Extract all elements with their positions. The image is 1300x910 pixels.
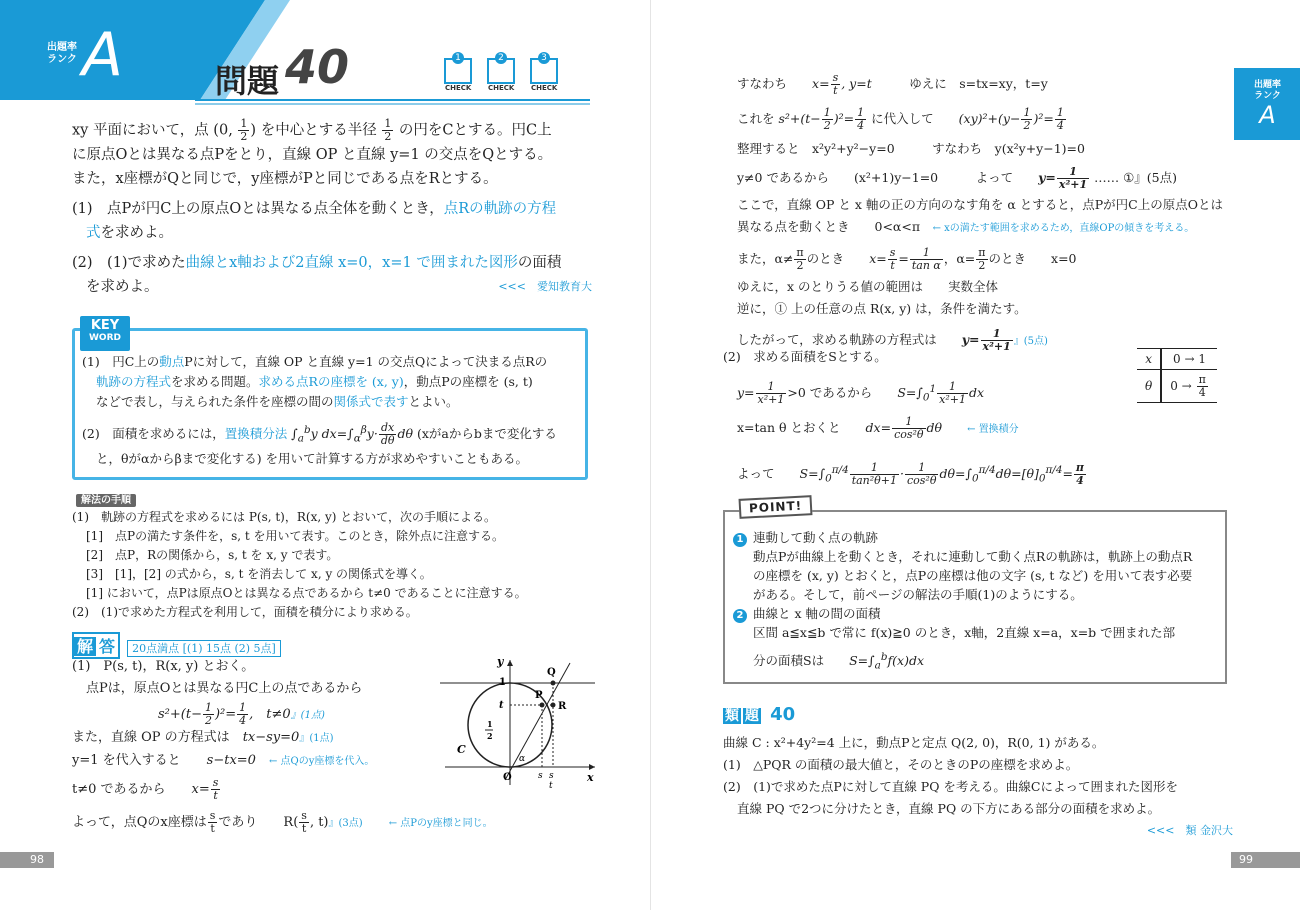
page-number: 99 <box>1231 852 1300 868</box>
sol-text: すなわち <box>737 76 788 91</box>
sol-text: ゆえに，x のとりうる値の範囲は 実数全体 <box>737 279 999 294</box>
problem-text: また，x座標がQと同じで，y座標がPと同じである点をRとする。 <box>72 171 498 187</box>
point-body: 動点Pが曲線上を動くとき，それに連動して動く点Rの軌跡は，軌跡上の動点R <box>753 549 1193 564</box>
answer-header <box>72 632 281 659</box>
right-page <box>650 0 1300 910</box>
point-body: 分の面積Sは <box>753 653 825 669</box>
rank-letter: A <box>82 20 124 90</box>
sol-text: したがって，求める軌跡の方程式は <box>737 332 937 347</box>
kw-text: と，θがαからβまで変化する) を用いて計算する方が求めやすいこともある。 <box>96 450 529 466</box>
fig-label: α <box>519 754 526 764</box>
kw-text: (2) 面積を求めるには， <box>82 426 225 442</box>
similar-badge: 題 <box>745 708 759 724</box>
question-2: の面積 <box>517 255 562 271</box>
similar-line: (1) △PQR の面積の最大値と，そのときのPの座標を求めよ。 <box>723 757 1079 772</box>
check-label: CHECK <box>531 84 558 92</box>
side-note: ← 点Qのy座標を代入。 <box>268 756 375 767</box>
kw-highlight: 軌跡の方程式 <box>96 374 172 389</box>
fig-label: t <box>549 781 553 790</box>
table-cell: θ <box>1137 370 1161 403</box>
side-note: ← 置換積分 <box>967 424 1019 435</box>
similar-problem-text <box>723 732 1243 842</box>
keyword-title: KEY <box>90 318 120 333</box>
sol-text: のとき x=0 <box>988 251 1077 266</box>
sol-text: ここで，直線 OP と x 軸の正の方向のなす角を α とすると，点Pが円C上の原点Oとは <box>737 197 1223 212</box>
answer-math: t≠0 <box>266 707 291 722</box>
check-box-1[interactable] <box>444 53 472 84</box>
sol-text: >0 であるから <box>787 385 873 401</box>
sol-text: また，α≠ <box>737 251 794 266</box>
keyword-title: WORD <box>89 333 121 343</box>
answer-line: (1) P(s, t)，R(x, y) とおく。 <box>72 659 255 674</box>
fig-label: t <box>499 700 504 711</box>
sol-text: ，α= <box>943 251 976 266</box>
problem-text: を中心とする半径 <box>260 122 377 139</box>
side-note: ← 点Pのy座標と同じ。 <box>388 818 493 829</box>
similar-line: (2) (1)で求めた点Pに対して直線 PQ を考える。曲線Cによって囲まれた図形を <box>723 779 1178 794</box>
sol-text: 異なる点を動くとき 0<α<π <box>737 219 921 234</box>
answer-score: 20点満点 [(1) 15点 (2) 5点] <box>127 640 281 657</box>
sol-text: …… ①』(5点) <box>1094 170 1178 185</box>
problem-number: 40 <box>285 40 350 94</box>
table-cell: x <box>1137 349 1161 370</box>
check-number: 1 <box>452 52 464 64</box>
point-body: がある。そして，前ページの解法の手順(1)のようにする。 <box>753 587 1083 602</box>
score-note: 』(5点) <box>1013 336 1048 347</box>
fig-label: R <box>558 701 567 712</box>
answer-math: tx−sy=0 <box>242 730 300 745</box>
similar-line: 直線 PQ で2つに分けたとき，直線 PQ の下方にある部分の面積を求めよ。 <box>737 801 1161 816</box>
similar-number: 40 <box>770 704 796 725</box>
kw-highlight: 置換積分法 <box>224 426 288 442</box>
sol-text: これを <box>737 111 775 126</box>
fig-label: 1 <box>499 677 506 688</box>
check-box-3[interactable] <box>530 53 558 84</box>
question-2: を求めよ。 <box>86 279 159 295</box>
answer-badge-text: 答 <box>99 637 116 656</box>
problem-text: に原点Oとは異なる点Pをとり，直線 OP と直線 y=1 の交点をQとする。 <box>72 147 553 163</box>
answer-line: であり <box>218 815 258 830</box>
question-1: を求めよ。 <box>100 225 173 241</box>
method-step: [3] [1]，[2] の式から，s, t を消去して x, y の関係式を導く。 <box>86 567 432 581</box>
answer-line: y=1 を代入すると <box>72 753 181 768</box>
check-label: CHECK <box>488 84 515 92</box>
similar-line: 曲線 C : x²+4y²=4 上に，動点Pと定点 Q(2, 0)，R(0, 1) がある。 <box>723 735 1105 750</box>
question-1-highlight: 式 <box>86 225 101 241</box>
page-number: 98 <box>0 852 54 868</box>
kw-text: とよい。 <box>408 394 459 409</box>
kw-text: などで表し，与えられた条件を座標の間の <box>96 394 334 409</box>
fig-label: Q <box>547 667 556 678</box>
fig-label: s <box>538 771 543 781</box>
sol-text: (2) 求める面積をSとする。 <box>723 349 887 364</box>
check-number: 2 <box>495 52 507 64</box>
score-note: 』(3点) <box>328 818 363 829</box>
check-box-2[interactable] <box>487 53 515 84</box>
kw-text: (xがaからbまで変化する <box>417 426 557 442</box>
solution-part2: (2) 求める面積をSとする。 y= $\frac{1}{\text{x²+1}}$ >0 であるから $S=\int_0^1$ $\frac{1}{\text{x²+1}}$ dx x=tan θ とおくと dx= $\frac{1}{\text{cos²θ}}$ dθ ← 置換積分 よって $S=\int_0^{\pi/4}$ $\frac{1}{\text{tan²θ+1}}$ · $\frac{1}{\text{cos²θ}}$ $d\theta=\int_0^{\pi/4}d\theta=[\theta]_0^{\pi/4}=$ $\frac{\pi}{4}$ <box>723 346 1143 490</box>
sol-text: ゆえに s=tx=xy，t=y <box>909 76 1048 91</box>
kw-highlight: 動点 <box>159 354 185 369</box>
point-number: 1 <box>733 533 747 547</box>
kw-text: ，動点Pの座標を (s, t) <box>403 374 533 389</box>
fig-label: C <box>457 743 466 756</box>
fig-half: 1 <box>487 719 493 729</box>
rank-label: 出題率 ランク <box>47 42 77 65</box>
kw-text: (1) 円C上の <box>82 354 160 369</box>
kw-text: Pに対して，直線 OP と直線 y=1 の交点Qによって決まる点Rの <box>184 354 548 369</box>
kw-text: を求める問題。 <box>171 374 259 389</box>
rank-letter: A <box>1259 101 1276 129</box>
method-step: [2] 点P，Rの関係から，s, t を x, y で表す。 <box>86 548 339 562</box>
method-title <box>76 488 136 507</box>
kw-highlight: 求める点Rの座標を (x, y) <box>258 374 404 389</box>
answer-line: 点Pは，原点Oとは異なる円C上の点であるから <box>86 681 363 696</box>
fig-label: P <box>535 690 543 701</box>
fig-label: x <box>587 771 594 784</box>
sol-text: のとき <box>806 251 845 266</box>
score-note: 』(1点) <box>299 733 334 744</box>
answer-line: また，直線 OP の方程式は <box>72 730 230 745</box>
answer-math: s−tx=0 <box>206 753 256 768</box>
answer-badge-text: 解 <box>74 637 96 656</box>
method-step: (2) (1)で求めた方程式を利用して，面積を積分により求める。 <box>72 605 418 619</box>
point-body: の座標を (x, y) とおくと，点Pの座標は他の文字 (s, t など) を用いて表す必要 <box>753 568 1193 583</box>
rank-tag <box>1234 68 1300 140</box>
fig-label: O <box>503 772 512 783</box>
similar-problem-header <box>723 704 795 725</box>
question-2-highlight: 曲線とx軸および2直線 x=0，x=1 で囲まれた図形 <box>185 255 518 271</box>
problem-statement: xy 平面において，点 (0, $\frac{1}{2}$ ) を中心とする半径 $\frac{1}{2}$ の円をCとする。円C上 に原点Oとは異なる点Pをとり，直線 OP と直線 y=1 の交点をQとする。 また，x座標がQと同じで，y座標がPと同じである点をRとする。 (1) 点Pが円C上の原点Oとは異なる点全体を動くとき，点Rの軌跡の方程 式を求めよ。 (2) (1)で求めた曲線とx軸および2直線 x=0，x=1 で囲まれた図形の面積 を求めよ。 <<< 愛知教育大 <box>72 118 612 299</box>
check-number: 3 <box>538 52 550 64</box>
fig-half: 2 <box>487 731 493 741</box>
fig-label: y <box>497 655 504 668</box>
sol-text: に代入して <box>871 111 934 126</box>
table-cell: 0 → 1 <box>1161 349 1217 370</box>
circle-figure <box>435 655 600 790</box>
rank-label: 出題率 ランク <box>1253 80 1281 101</box>
similar-source: <<< 類 金沢大 <box>1146 824 1233 837</box>
answer-text: (1) P(s, t)，R(x, y) とおく。 点Pは，原点Oとは異なる円C上の点であるから s²+(t− $\frac{1}{2}$ )²= $\frac{1}{4}$ , t≠0』(1点) また，直線 OP の方程式は tx−sy=0』(1点) y=1 を代入すると s−tx=0 ← 点Qのy座標を代入。 t≠0 であるから x= $\frac{s}{t}$ よって，点Qのx座標は $\frac{s}{t}$ であり R( $\frac{s}{t}$ , t)』(3点) ← 点Pのy座標と同じ。 <box>72 656 452 835</box>
point-body: 区間 a≦x≦b で常に f(x)≧0 のとき，x軸，2直線 x=a，x=b で囲まれた部 <box>753 625 1176 640</box>
table-cell: 0 → <box>1170 378 1192 393</box>
answer-line: よって，点Qのx座標は <box>72 815 207 830</box>
sol-text: よって <box>737 466 775 482</box>
answer-badge <box>72 632 120 659</box>
question-1-highlight: 点Rの軌跡の方程 <box>443 201 557 217</box>
question-1: (1) 点Pが円C上の原点Oとは異なる点全体を動くとき， <box>72 201 444 217</box>
sol-text: 整理すると x²y²+y²−y=0 すなわち y(x²y+y−1)=0 <box>737 141 1085 156</box>
problem-text: の円をCとする。円C上 <box>398 122 552 139</box>
sol-text: 逆に，① 上の任意の点 R(x, y) は，条件を満たす。 <box>737 301 1027 316</box>
point-badge: POINT! <box>739 495 813 519</box>
substitution-table: x 0 → 1 θ 0 → $\frac{\pi}{4}$ <box>1137 348 1217 403</box>
method-step: [1] 点Pの満たす条件を，s, t を用いて表す。このとき，除外点に注意する。 <box>86 529 505 543</box>
fig-label: s <box>549 771 554 781</box>
score-note: 』(1点) <box>290 710 325 721</box>
check-label: CHECK <box>445 84 472 92</box>
keyword-badge <box>80 316 130 351</box>
point-text: 1 連動して動く点の軌跡 動点Pが曲線上を動くとき，それに連動して動く点Rの軌跡は，軌跡上の動点R の座標を (x, y) とおくと，点Pの座標は他の文字 (s, t など) を用いて表す必要 がある。そして，前ページの解法の手順(1)のようにする。 2 曲線と x 軸の間の面積 区間 a≦x≦b で常に f(x)≧0 のとき，x軸，2直線 x=a，x=b で囲まれた部 分の面積Sは $S=\int_a^bf(x)dx$ <box>733 528 1223 676</box>
method-step: (1) 軌跡の方程式を求めるには P(s, t)，R(x, y) とおいて，次の手順による。 <box>72 510 497 524</box>
method-steps <box>72 508 612 622</box>
point-number: 2 <box>733 609 747 623</box>
method-step: [1] において，点Pは原点Oとは異なる点であるから t≠0 であることに注意する。 <box>86 586 527 600</box>
keyword-text: (1) 円C上の動点Pに対して，直線 OP と直線 y=1 の交点Qによって決まる点Rの 軌跡の方程式を求める問題。求める点Rの座標を (x, y)，動点Pの座標を (s, t) などで表し，与えられた条件を座標の間の関係式で表すとよい。 (2) 面積を求めるには，置換積分法 $\int_a^by$ $dx=\int_\alpha^\beta y\cdot$ $\frac{dx}{d\theta}$ dθ (xがaからbまで変化する と，θがαからβまで変化する) を用いて計算する方が求めやすいこともある。 <box>82 352 582 469</box>
point-heading: 曲線と x 軸の間の面積 <box>753 606 881 621</box>
solution-continued: すなわち x= $\frac{s}{t}$ , y=t ゆえに s=tx=xy，t=y これを s²+(t− $\frac{1}{2}$ )²= $\frac{1}{4}$ に代入して (xy)²+(y− $\frac{1}{2}$ )²= $\frac{1}{4}$ 整理すると x²y²+y²−y=0 すなわち y(x²y+y−1)=0 y≠0 であるから (x²+1)y−1=0 よって y= $\frac{1}{\text{x²+1}}$ …… ①』(5点) ここで，直線 OP と x 軸の正の方向のなす角を α とすると，点Pが円C上の原点Oとは 異なる点を動くとき 0<α<π ← xの満たす範囲を求めるため，直線OPの傾きを考える。 また，α≠ $\frac{\pi}{2}$ のとき x= $\frac{s}{t}$ = $\frac{1}{\text{tan α}}$ ，α= $\frac{\pi}{2}$ のとき x=0 ゆえに，x のとりうる値の範囲は 実数全体 逆に，① 上の任意の点 R(x, y) は，条件を満たす。 したがって，求める軌跡の方程式は y= $\frac{1}{\text{x²+1}}$ 』(5点) <box>737 72 1237 356</box>
side-note: ← xの満たす範囲を求めるため，直線OPの傾きを考える。 <box>932 223 1195 234</box>
sol-text: x=tan θ とおくと <box>737 420 841 435</box>
problem-text: xy 平面において，点 <box>72 122 209 139</box>
kw-highlight: 関係式で表す <box>333 394 409 409</box>
problem-source: <<< 愛知教育大 <box>498 280 592 293</box>
sol-text: y≠0 であるから (x²+1)y−1=0 よって <box>737 170 1014 185</box>
problem-word: 問題 <box>215 62 280 100</box>
method-badge: 解法の手順 <box>76 494 136 507</box>
question-2: (2) (1)で求めた <box>72 255 186 271</box>
point-heading: 連動して動く点の軌跡 <box>753 530 879 545</box>
answer-line: t≠0 であるから <box>72 782 166 797</box>
similar-badge: 類 <box>725 708 739 724</box>
